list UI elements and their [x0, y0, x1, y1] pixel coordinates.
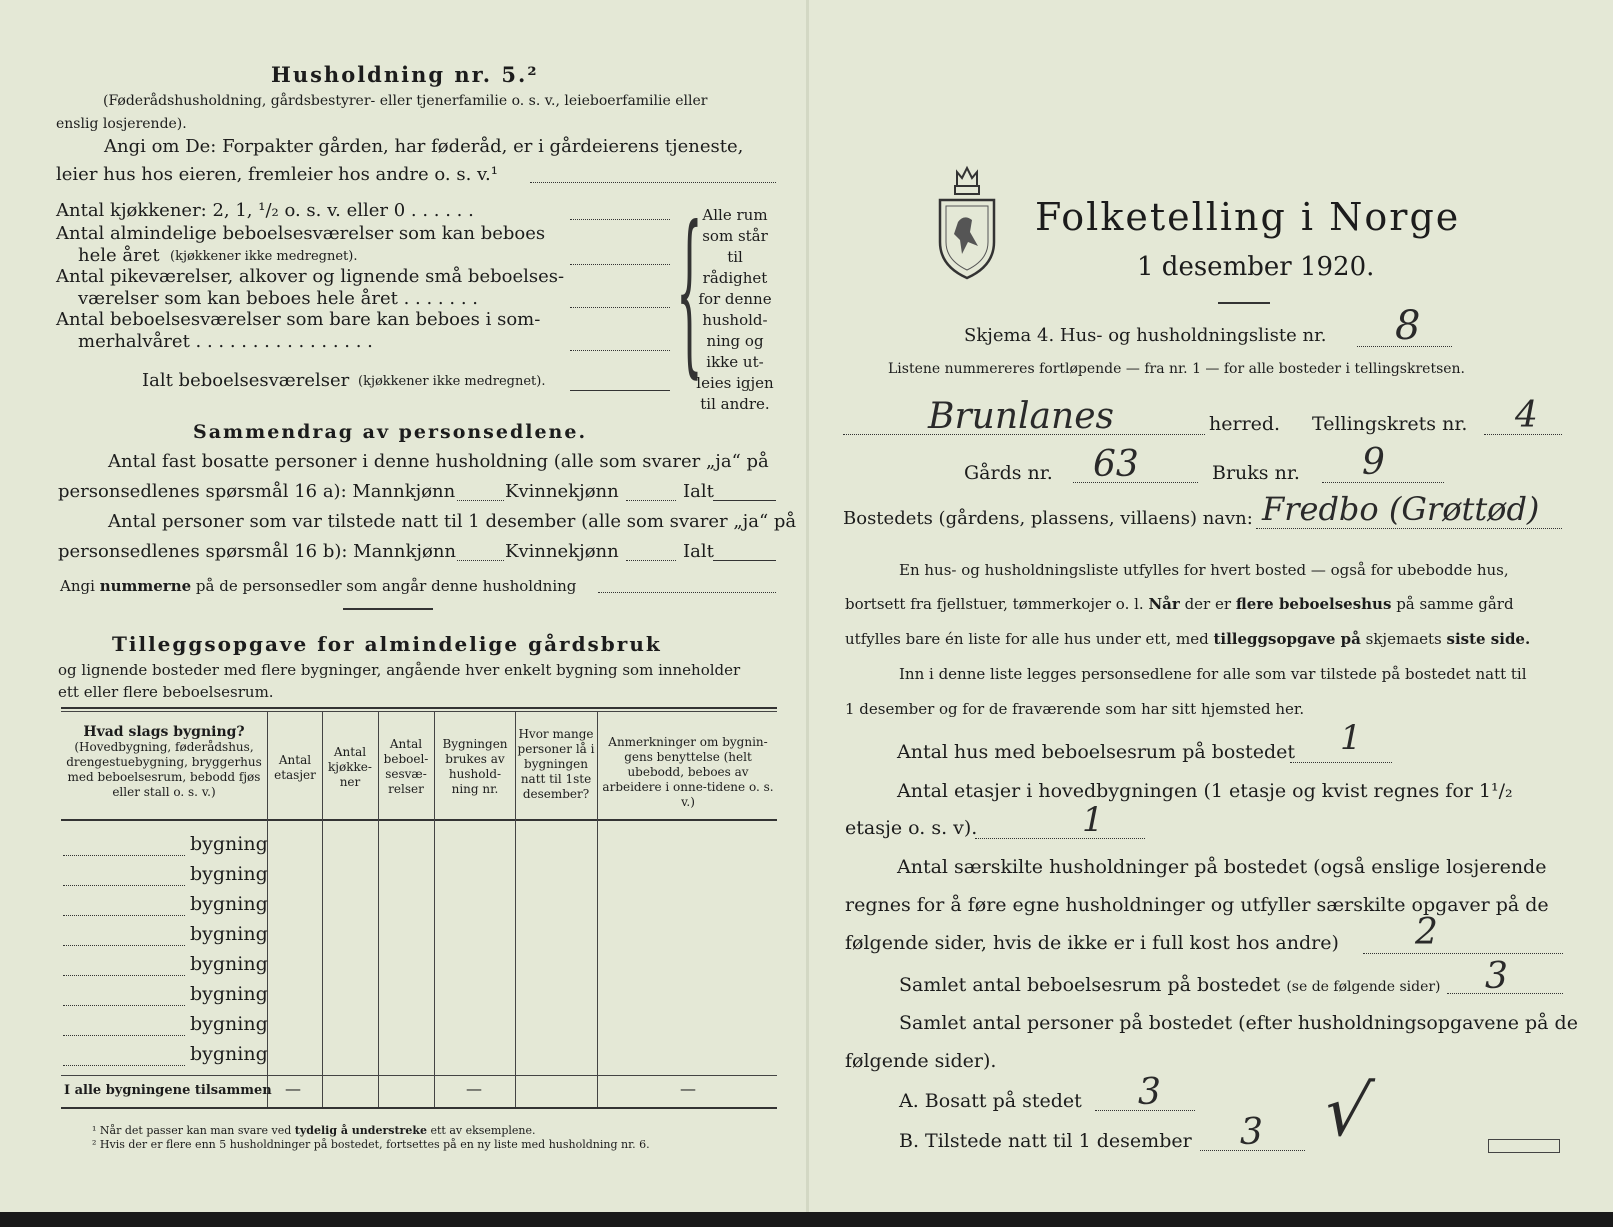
- footnote-2: ² Hvis der er flere enn 5 husholdninger på bostedet, fortsettes på en ny liste med husholdning nr. 6.: [92, 1138, 650, 1151]
- question-households-2: regnes for å føre egne husholdninger og utfyller særskilte opgaver på de: [845, 894, 1549, 916]
- building-row-label: bygning: [190, 953, 268, 975]
- supplement-text: og lignende bosteder med flere bygninger, angående hver enkelt bygning som inneholder: [58, 661, 741, 679]
- resident-female-line: [626, 500, 676, 501]
- present-label: B. Tilstede natt til 1 desember: [899, 1130, 1192, 1152]
- question-floors: Antal etasjer i hovedbygningen (1 etasje og kvist regnes for 1¹/₂: [897, 780, 1513, 802]
- rooms-summer: Antal beboelsesværelser som bare kan beboes i som-: [56, 309, 541, 330]
- schema-label: Skjema 4. Hus- og husholdningsliste nr.: [964, 325, 1327, 346]
- col-divider-2: [322, 711, 323, 1107]
- building-row-label: bygning: [190, 923, 268, 945]
- instruction-5: 1 desember og for de fraværende som har sitt hjemsted her.: [845, 700, 1305, 718]
- tellingskrets-label: Tellingskrets nr.: [1312, 413, 1468, 435]
- floors-line: [975, 838, 1145, 839]
- table-header-rule: [61, 819, 777, 821]
- supplement-title: Tilleggsopgave for almindelige gårdsbruk: [112, 632, 662, 656]
- building-row-label: bygning: [190, 983, 268, 1005]
- bruks-value: 9: [1362, 442, 1385, 483]
- table-total-rule: [61, 1075, 777, 1076]
- tenure-answer-line: [530, 182, 776, 183]
- rooms-maids-2: værelser som kan beboes hele året . . . . . . .: [78, 288, 478, 309]
- household-intro: (Føderådshusholdning, gårdsbestyrer- eller tjenerfamilie o. s. v., leieboerfamilie eller: [103, 93, 708, 109]
- building-row-label: bygning: [190, 1013, 268, 1035]
- question-tenure: Angi om De: Forpakter gården, har føderåd, er i gårdeierens tjeneste,: [104, 136, 744, 157]
- summary-title: Sammendrag av personsedlene.: [193, 421, 588, 443]
- col-divider-5: [515, 711, 516, 1107]
- building-row-label: bygning: [190, 1043, 268, 1065]
- answer-maids: [570, 307, 670, 308]
- separator: [343, 608, 433, 610]
- gards-label: Gårds nr.: [964, 462, 1053, 484]
- bosted-value: Fredbo (Grøttød): [1262, 490, 1540, 528]
- rooms-total: Ialt beboelsesværelser: [142, 370, 350, 391]
- present-total-label: Ialt: [683, 541, 714, 562]
- header-rooms: Antal beboel-sesvæ-relser: [383, 737, 429, 796]
- total-dash-floors: —: [285, 1079, 301, 1098]
- herred-label: herred.: [1209, 413, 1281, 435]
- rooms-maids: Antal pikeværelser, alkover og lignende små beboelses-: [56, 266, 565, 287]
- question-floors-2: etasje o. s. v).: [845, 817, 978, 839]
- row-dotline: [63, 975, 185, 976]
- header-kitchens: Antal kjøkke-ner: [328, 745, 372, 789]
- answer-total: [570, 390, 670, 391]
- total-label: I alle bygningene tilsammen: [64, 1083, 272, 1098]
- header-floors: Antal etasjer: [274, 753, 316, 782]
- present-female-label: Kvinnekjønn: [505, 541, 619, 562]
- resident-total-label: Ialt: [683, 481, 714, 502]
- summary-resident-2: personsedlenes spørsmål 16 a): Mannkjønn: [58, 481, 456, 502]
- bosted-label: Bostedets (gårdens, plassens, villaens) navn:: [843, 508, 1253, 529]
- table-top-rule-2: [61, 711, 777, 712]
- rooms-ordinary-note: (kjøkkener ikke medregnet).: [170, 249, 358, 264]
- row-dotline: [63, 1065, 185, 1066]
- present-value: 3: [1240, 1112, 1263, 1153]
- answer-kitchens: [570, 219, 670, 220]
- bruks-label: Bruks nr.: [1212, 462, 1300, 484]
- question-houses: Antal hus med beboelsesrum på bostedet: [897, 741, 1296, 763]
- household-intro-2: enslig losjerende).: [56, 116, 187, 132]
- houses-line: [1290, 762, 1392, 763]
- answer-summer: [570, 350, 670, 351]
- resident-label: A. Bosatt på stedet: [899, 1090, 1082, 1112]
- houses-value: 1: [1340, 718, 1362, 758]
- supplement-text-2: ett eller flere beboelsesrum.: [58, 683, 274, 701]
- row-dotline: [63, 855, 185, 856]
- building-row-label: bygning: [190, 833, 268, 855]
- rooms-value: 3: [1485, 956, 1508, 997]
- row-dotline: [63, 885, 185, 886]
- present-total-line: [713, 560, 776, 561]
- rooms-ordinary: Antal almindelige beboelsesværelser som kan beboes: [56, 223, 546, 244]
- header-household: Bygningen brukes av hushold-ning nr.: [442, 737, 508, 796]
- census-date: 1 desember 1920.: [1137, 252, 1375, 282]
- schema-number: 8: [1395, 303, 1421, 349]
- summary-resident: Antal fast bosatte personer i denne husholdning (alle som svarer „ja“ på: [108, 451, 769, 472]
- coat-of-arms-icon: [934, 162, 1000, 282]
- building-row-label: bygning: [190, 893, 268, 915]
- row-dotline: [63, 945, 185, 946]
- question-tenure-2: leier hus hos eieren, fremleier hos andre o. s. v.¹: [56, 164, 498, 185]
- col-divider-4: [434, 711, 435, 1107]
- question-rooms: Samlet antal beboelsesrum på bostedet (se de følgende sider): [899, 974, 1441, 996]
- resident-total-line: [713, 500, 776, 501]
- angi-numbers: Angi nummerne på de personsedler som angår denne husholdning: [60, 577, 577, 595]
- header-remarks: Anmerkninger om bygnin-gens benyttelse (helt ubebodd, beboes av arbeidere i onne-tidene o. s. v.): [602, 735, 774, 809]
- summary-present: Antal personer som var tilstede natt til 1 desember (alle som svarer „ja“ på: [108, 511, 797, 532]
- question-households: Antal særskilte husholdninger på bostedet (også enslige losjerende: [897, 856, 1547, 878]
- rooms-total-note: (kjøkkener ikke medregnet).: [358, 374, 546, 389]
- main-title: Folketelling i Norge: [1035, 195, 1461, 239]
- header-building-type: Hvad slags bygning? (Hovedbygning, føderådshus, drengestuebygning, bryggerhus med beboelsesrum, bebodd fjøs eller stall o. s. v.): [66, 724, 262, 799]
- answer-ordinary: [570, 264, 670, 265]
- resident-value: 3: [1138, 1072, 1161, 1113]
- row-dotline: [63, 1005, 185, 1006]
- angi-line: [598, 592, 776, 593]
- title-rule: [1218, 302, 1270, 304]
- instruction-2: bortsett fra fjellstuer, tømmerkojer o. l. Når der er flere beboelseshus på samme gård: [845, 595, 1514, 613]
- rooms-ordinary-2: hele året: [78, 245, 160, 266]
- gards-value: 63: [1093, 444, 1139, 485]
- question-persons-2: følgende sider).: [845, 1050, 997, 1072]
- col-divider-6: [597, 711, 598, 1107]
- brace: {: [676, 188, 703, 394]
- col-divider-3: [378, 711, 379, 1107]
- rooms-summer-2: merhalvåret . . . . . . . . . . . . . . . .: [78, 331, 373, 352]
- floors-value: 1: [1082, 800, 1104, 840]
- instruction-1: En hus- og husholdningsliste utfylles for hvert bosted — også for ubebodde hus,: [899, 561, 1509, 579]
- households-line: [1363, 953, 1563, 954]
- check-mark: √: [1317, 1070, 1377, 1152]
- instruction-3: utfylles bare én liste for alle hus under ett, med tilleggsopgave på skjemaets siste side.: [845, 630, 1531, 648]
- rooms-kitchens: Antal kjøkkener: 2, 1, ¹/₂ o. s. v. eller 0 . . . . . .: [56, 200, 474, 221]
- brace-note: Alle rum som står til rådighet for denne hushold- ning og ikke ut- leies igjen til andre.: [696, 206, 774, 413]
- bosted-line: [1256, 528, 1562, 529]
- herred-value: Brunlanes: [928, 396, 1114, 437]
- question-persons: Samlet antal personer på bostedet (efter husholdningsopgavene på de: [899, 1012, 1578, 1034]
- resident-male-line: [457, 500, 504, 501]
- question-households-3: følgende sider, hvis de ikke er i full kost hos andre): [845, 932, 1339, 954]
- table-top-rule: [61, 707, 777, 709]
- page-fold: [806, 0, 809, 1212]
- total-dash-remarks: —: [680, 1079, 696, 1098]
- building-row-label: bygning: [190, 863, 268, 885]
- household-title: Husholdning nr. 5.²: [271, 62, 539, 87]
- instruction-4: Inn i denne liste legges personsedlene for alle som var tilstede på bostedet natt til: [899, 665, 1527, 683]
- resident-female-label: Kvinnekjønn: [505, 481, 619, 502]
- summary-present-2: personsedlenes spørsmål 16 b): Mannkjønn: [58, 541, 457, 562]
- households-value: 2: [1415, 912, 1438, 953]
- row-dotline: [63, 915, 185, 916]
- footnote-1: ¹ Når det passer kan man svare ved tydelig å understreke ett av eksemplene.: [92, 1124, 536, 1137]
- table-bottom-rule: [61, 1107, 777, 1109]
- present-female-line: [626, 560, 676, 561]
- row-dotline: [63, 1035, 185, 1036]
- numbering-note: Listene nummereres fortløpende — fra nr. 1 — for alle bosteder i tellingskretsen.: [888, 361, 1466, 377]
- present-male-line: [457, 560, 504, 561]
- header-persons: Hvor mange personer lå i bygningen natt til 1ste desember?: [517, 727, 595, 801]
- total-dash-household: —: [466, 1079, 482, 1098]
- printer-stamp: [1488, 1139, 1560, 1153]
- tellingskrets-value: 4: [1515, 395, 1538, 436]
